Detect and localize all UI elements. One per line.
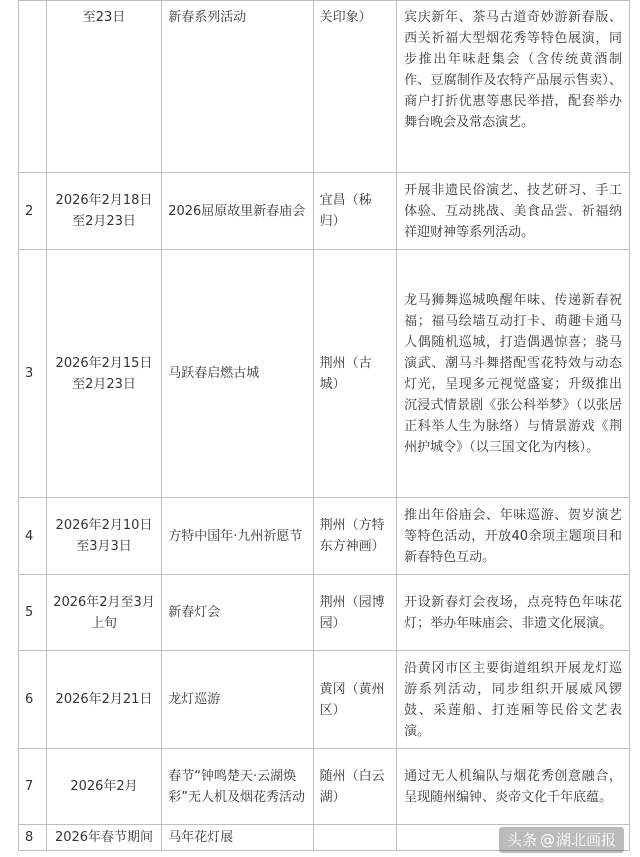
row-date: 2026年2月10日至3月3日 — [46, 498, 161, 575]
row-activity-name: 马年花灯展 — [162, 825, 313, 851]
row-location: 随州（白云湖） — [313, 749, 396, 825]
row-date: 2026年2月至3月上旬 — [46, 575, 161, 651]
row-location — [313, 825, 396, 851]
table-row — [19, 749, 630, 825]
events-table — [18, 0, 630, 851]
row-number — [19, 1, 47, 173]
row-number: 7 — [19, 749, 47, 825]
row-date: 2026年2月21日 — [46, 651, 161, 749]
row-date: 2026年2月15日至2月23日 — [46, 250, 161, 498]
table-row — [19, 498, 630, 575]
row-date: 2026年2月 — [46, 749, 161, 825]
row-activity-name: 马跃春启燃古城 — [162, 250, 313, 498]
row-number: 6 — [19, 651, 47, 749]
row-activity-name: 春节“钟鸣楚天·云湖焕彩”无人机及烟花秀活动 — [162, 749, 313, 825]
row-location: 荆州（方特东方神画） — [313, 498, 396, 575]
row-location: 荆州（园博园） — [313, 575, 396, 651]
table-row — [19, 173, 630, 250]
table-row — [19, 575, 630, 651]
row-activity-name: 新春系列活动 — [162, 1, 313, 173]
row-activity-name: 方特中国年·九州祈愿节 — [162, 498, 313, 575]
watermark-account: 湖北画报 — [555, 831, 616, 849]
row-activity-name: 2026屈原故里新春庙会 — [162, 173, 313, 250]
row-date: 至23日 — [46, 1, 161, 173]
row-content: 开设新春灯会夜场，点亮特色年味花灯；举办年味庙会、非遗文化展演。 — [397, 575, 630, 651]
table-row — [19, 1, 630, 173]
row-location: 关印象） — [313, 1, 396, 173]
row-number: 3 — [19, 250, 47, 498]
table-row — [19, 250, 630, 498]
row-number: 2 — [19, 173, 47, 250]
row-date: 2026年2月18日至2月23日 — [46, 173, 161, 250]
watermark — [499, 827, 624, 853]
row-activity-name: 龙灯巡游 — [162, 651, 313, 749]
row-content: 通过无人机编队与烟花秀创意融合，呈现随州编钟、炎帝文化千年底蕴。 — [397, 749, 630, 825]
at-sign: @ — [539, 831, 555, 849]
row-date: 2026年春节期间 — [46, 825, 161, 851]
table-row — [19, 651, 630, 749]
row-number: 4 — [19, 498, 47, 575]
row-activity-name: 新春灯会 — [162, 575, 313, 651]
row-content: 龙马狮舞巡城唤醒年味、传递新春祝福；福马绘墙互动打卡、萌趣卡通马人偶随机巡城，打造偶遇惊喜；骁马演武、潮马斗舞搭配雪花特效与动态灯光，呈现多元视觉盛宴；升级推出沉浸式情景剧《张公科举梦》（以张居正科举人生为脉络）与情景游戏《荆州护城令》（以三国文化为内核）。 — [397, 250, 630, 498]
row-number: 8 — [19, 825, 47, 851]
row-number: 5 — [19, 575, 47, 651]
row-content: 沿黄冈市区主要街道组织开展龙灯巡游系列活动，同步组织开展威风锣鼓、采莲船、打连厢等民俗文艺表演。 — [397, 651, 630, 749]
row-location: 黄冈（黄州区） — [313, 651, 396, 749]
row-content: 推出年俗庙会、年味巡游、贺岁演艺等特色活动，开放40余项主题项目和新春特色互动。 — [397, 498, 630, 575]
row-content: 宾庆新年、茶马古道奇妙游新春版、西关祈福大型烟花秀等特色展演，同步推出年味赶集会（含传统黄酒制作、豆腐制作及农特产品展示售卖）、商户打折优惠等惠民举措，配套举办舞台晚会及常态演艺。 — [397, 1, 630, 173]
toutiao-logo: 头条 — [506, 831, 537, 849]
row-content: 开展非遗民俗演艺、技艺研习、手工体验、互动挑战、美食品尝、祈福纳祥迎财神等系列活动。 — [397, 173, 630, 250]
row-location: 宜昌（秭归） — [313, 173, 396, 250]
row-location: 荆州（古城） — [313, 250, 396, 498]
